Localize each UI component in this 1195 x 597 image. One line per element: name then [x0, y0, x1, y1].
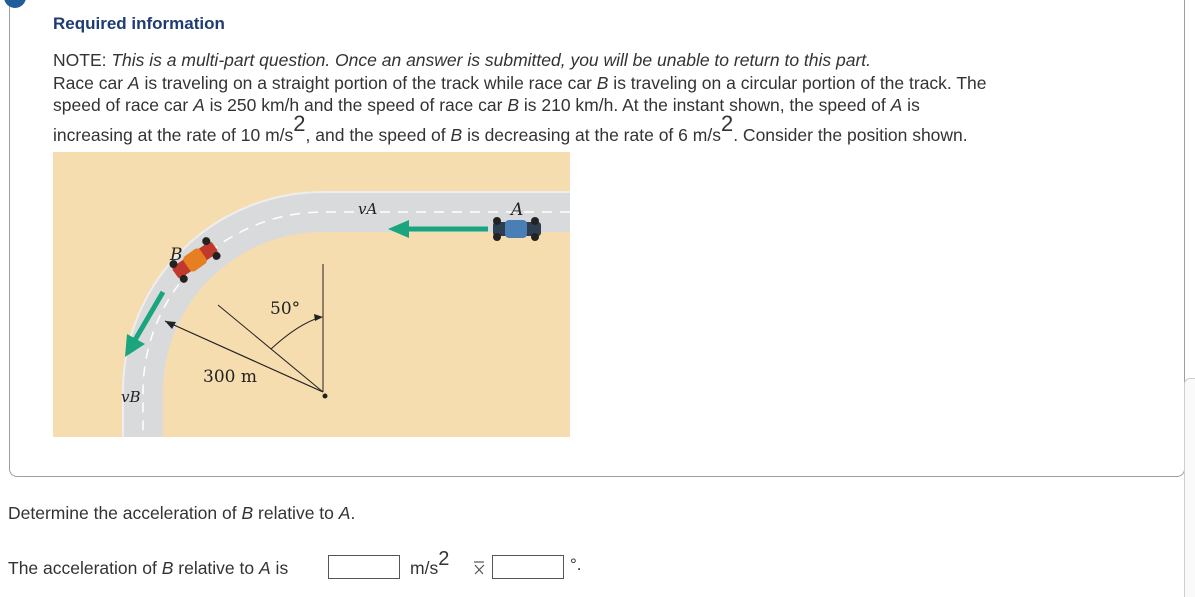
- required-information-title: Required information: [53, 14, 225, 33]
- acceleration-angle-input[interactable]: [492, 555, 564, 579]
- note-text: This is a multi-part question. Once an answer is submitted, you will be unable to return to this part.: [111, 50, 872, 70]
- scrollbar[interactable]: [1184, 378, 1195, 597]
- label-va: vA: [358, 200, 378, 218]
- label-radius: 300 m: [203, 367, 257, 387]
- problem-statement: [53, 49, 1153, 146]
- note-line: NOTE: This is a multi-part question. Once an answer is submitted, you will be unable to return to this part.: [53, 50, 872, 70]
- question-text: Determine the acceleration of B relative to A.: [8, 503, 356, 523]
- label-a: A: [511, 200, 524, 220]
- degree-symbol: °.: [570, 555, 582, 574]
- label-angle: 50°: [270, 299, 301, 319]
- center-point: [323, 394, 328, 399]
- race-track-figure: [53, 152, 570, 437]
- race-track-diagram: [53, 152, 570, 437]
- problem-line-4: increasing at the rate of 10 $m/s^2$, and the speed of B is decreasing at the rate of 6 $m/s^2$. Consider the position shown.: [53, 110, 968, 145]
- car-a-icon: [493, 217, 541, 241]
- answer-label: The acceleration of B relative to A is: [8, 558, 289, 578]
- direction-arrows-icon[interactable]: [472, 559, 486, 577]
- problem-line-2: Race car A is traveling on a straight portion of the track while race car B is traveling on a circular portion of the track. The: [53, 72, 987, 93]
- problem-line-3: speed of race car A is 250 km/h and the speed of race car B is 210 km/h. At the instant shown, the speed of A is: [53, 95, 920, 115]
- label-b: B: [170, 245, 183, 265]
- label-vb: vB: [121, 388, 141, 406]
- acceleration-magnitude-input[interactable]: [328, 555, 400, 579]
- unit-label: $m/s^2$: [410, 548, 450, 578]
- question-marker-icon: [4, 0, 26, 8]
